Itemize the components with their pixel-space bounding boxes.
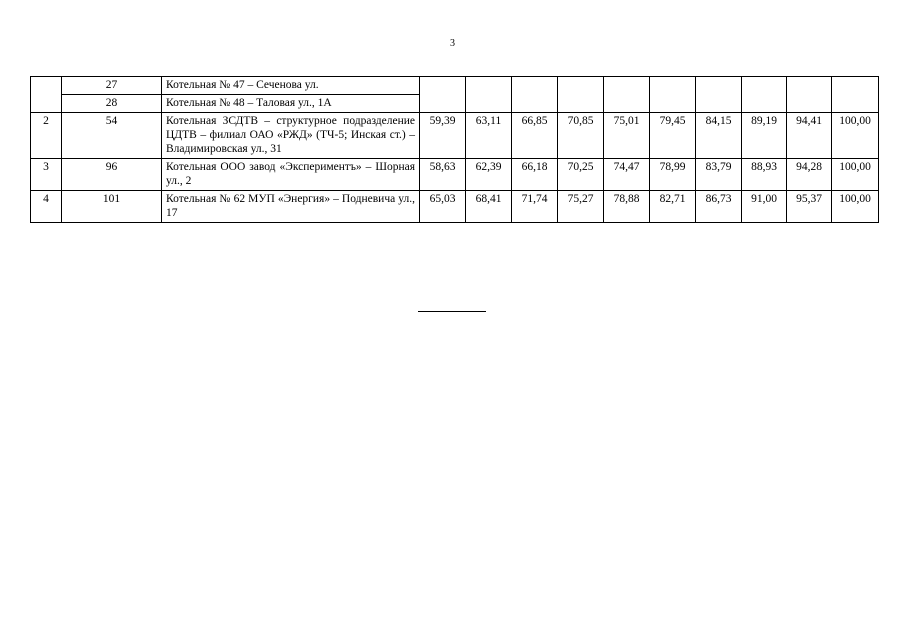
- value-cell: 79,45: [650, 113, 696, 159]
- value-cell: 100,00: [832, 159, 879, 191]
- value-cell: 78,88: [604, 191, 650, 223]
- row-number: [31, 77, 62, 113]
- value-cell: 95,37: [787, 191, 832, 223]
- table-row: [31, 191, 879, 223]
- value-cell: 100,00: [832, 191, 879, 223]
- row-number: 3: [31, 159, 62, 191]
- value-cell: [512, 77, 558, 113]
- boiler-name: Котельная ООО завод «Экспериментъ» – Шорная ул., 2: [162, 159, 420, 191]
- value-cell: 88,93: [742, 159, 787, 191]
- boiler-code: 101: [62, 191, 162, 223]
- value-cell: [466, 77, 512, 113]
- value-cell: [787, 77, 832, 113]
- boiler-name: Котельная № 62 МУП «Энергия» – Подневича ул., 17: [162, 191, 420, 223]
- value-cell: [420, 77, 466, 113]
- value-cell: [604, 77, 650, 113]
- value-cell: [558, 77, 604, 113]
- value-cell: 58,63: [420, 159, 466, 191]
- value-cell: 84,15: [696, 113, 742, 159]
- value-cell: 83,79: [696, 159, 742, 191]
- value-cell: 75,27: [558, 191, 604, 223]
- value-cell: 68,41: [466, 191, 512, 223]
- row-number: 4: [31, 191, 62, 223]
- value-cell: 59,39: [420, 113, 466, 159]
- boiler-code: 96: [62, 159, 162, 191]
- value-cell: 71,74: [512, 191, 558, 223]
- value-cell: 70,85: [558, 113, 604, 159]
- value-cell: 86,73: [696, 191, 742, 223]
- value-cell: 66,18: [512, 159, 558, 191]
- boiler-code: 28: [62, 95, 162, 113]
- value-cell: 94,41: [787, 113, 832, 159]
- value-cell: 94,28: [787, 159, 832, 191]
- value-cell: [696, 77, 742, 113]
- value-cell: [742, 77, 787, 113]
- value-cell: 62,39: [466, 159, 512, 191]
- data-table: [30, 76, 879, 223]
- page-number: 3: [450, 38, 455, 49]
- end-divider: [418, 311, 486, 312]
- boiler-code: 54: [62, 113, 162, 159]
- boiler-name: Котельная ЗСДТВ – структурное подразделение ЦДТВ – филиал ОАО «РЖД» (ТЧ-5; Инская ст.) – Владимировская ул., 31: [162, 113, 420, 159]
- boiler-code: 27: [62, 77, 162, 95]
- table-row: [31, 77, 879, 95]
- value-cell: 70,25: [558, 159, 604, 191]
- table-row: [31, 113, 879, 159]
- value-cell: 91,00: [742, 191, 787, 223]
- value-cell: 74,47: [604, 159, 650, 191]
- value-cell: 82,71: [650, 191, 696, 223]
- value-cell: 75,01: [604, 113, 650, 159]
- value-cell: 78,99: [650, 159, 696, 191]
- value-cell: [832, 77, 879, 113]
- value-cell: 65,03: [420, 191, 466, 223]
- boiler-name: Котельная № 47 – Сеченова ул.: [162, 77, 420, 95]
- value-cell: 66,85: [512, 113, 558, 159]
- value-cell: 89,19: [742, 113, 787, 159]
- value-cell: [650, 77, 696, 113]
- value-cell: 63,11: [466, 113, 512, 159]
- row-number: 2: [31, 113, 62, 159]
- value-cell: 100,00: [832, 113, 879, 159]
- boiler-name: Котельная № 48 – Таловая ул., 1А: [162, 95, 420, 113]
- table-row: [31, 159, 879, 191]
